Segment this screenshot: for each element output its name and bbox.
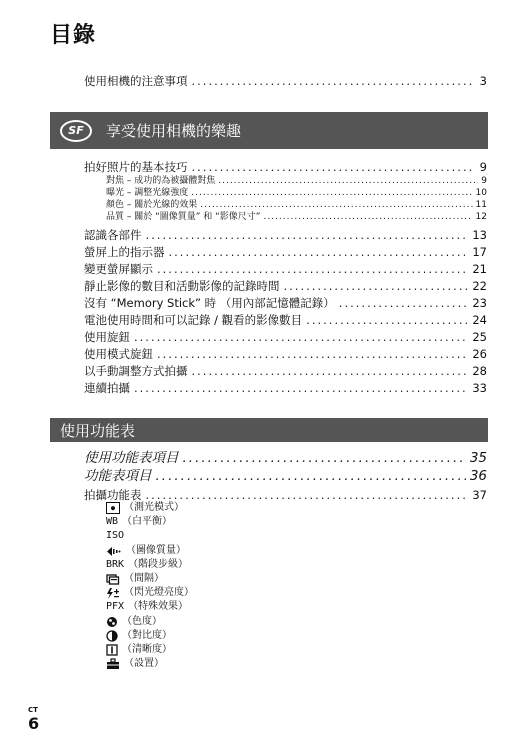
dot-leader xyxy=(169,245,469,259)
menu-item-setup[interactable] xyxy=(106,658,164,670)
menu-item-label: （白平衡） xyxy=(122,516,173,527)
dot-leader xyxy=(183,450,466,466)
section-title: 使用功能表 xyxy=(60,421,136,440)
dot-leader xyxy=(134,330,468,344)
menu-item-saturation[interactable] xyxy=(106,616,162,628)
entry-page: 25 xyxy=(472,330,487,344)
entry-label: 使用相機的注意事項 xyxy=(84,74,188,88)
menu-item-label: （階段步級） xyxy=(128,559,189,570)
dot-leader xyxy=(191,188,472,199)
dot-leader xyxy=(156,468,466,484)
entry-label: 使用功能表項目 xyxy=(84,450,179,466)
iso-icon: ISO xyxy=(106,530,125,541)
dot-leader xyxy=(263,212,472,223)
toc-subentry[interactable] xyxy=(106,176,487,187)
setup-icon xyxy=(106,659,120,670)
menu-item-image-quality[interactable] xyxy=(106,545,186,557)
interval-icon xyxy=(106,574,120,585)
entry-label: 拍好照片的基本技巧 xyxy=(84,160,188,174)
toc-entry[interactable] xyxy=(84,347,487,361)
entry-page: 21 xyxy=(472,262,487,276)
entry-label: 靜止影像的數目和活動影像的記錄時間 xyxy=(84,279,280,293)
toc-entry-precautions[interactable] xyxy=(84,74,487,88)
metering-icon: ● xyxy=(106,502,120,514)
section-title: 享受使用相機的樂趣 xyxy=(106,122,242,140)
toc-subentry[interactable] xyxy=(106,188,487,199)
menu-item-label: （色度） xyxy=(122,616,162,627)
toc-entry[interactable] xyxy=(84,245,487,259)
entry-page: 9 xyxy=(479,160,487,174)
toc-entry-shooting-menu[interactable] xyxy=(84,488,487,502)
entry-page: 36 xyxy=(469,468,487,484)
dot-leader xyxy=(306,313,468,327)
section-header-enjoy xyxy=(50,112,488,149)
subentry-page: 11 xyxy=(475,200,487,210)
language-code: CT xyxy=(28,706,38,714)
menu-item-label: （清晰度） xyxy=(122,644,172,655)
entry-label: 螢屏上的指示器 xyxy=(84,245,165,259)
menu-item-contrast[interactable] xyxy=(106,630,172,642)
dot-leader xyxy=(134,381,468,395)
subentry-label: 對焦 – 成功的為被攝體對焦 xyxy=(106,176,216,186)
page-title: 目錄 xyxy=(50,23,97,48)
menu-item-interval[interactable] xyxy=(106,573,164,585)
bracket-icon: BRK xyxy=(106,559,125,570)
dot-leader xyxy=(192,364,469,378)
toc-entry[interactable] xyxy=(84,296,487,310)
entry-page: 24 xyxy=(472,313,487,327)
entry-page: 23 xyxy=(472,296,487,310)
menu-item-metering[interactable] xyxy=(106,502,184,514)
dot-leader xyxy=(200,200,472,211)
toc-entry[interactable] xyxy=(84,313,487,327)
entry-label: 拍攝功能表 xyxy=(84,488,142,502)
dot-leader xyxy=(284,279,469,293)
toc-entry[interactable] xyxy=(84,330,487,344)
entry-label: 使用旋鈕 xyxy=(84,330,130,344)
enjoy-camera-icon: SF xyxy=(60,120,92,142)
subentry-page: 9 xyxy=(481,176,487,186)
entry-page: 3 xyxy=(479,74,487,88)
menu-item-label: （對比度） xyxy=(122,630,172,641)
contrast-icon xyxy=(106,631,118,642)
entry-page: 28 xyxy=(472,364,487,378)
entry-label: 認識各部件 xyxy=(84,228,142,242)
toc-entry-using-menu-items[interactable] xyxy=(84,450,487,466)
menu-item-picture-effects[interactable] xyxy=(106,601,188,613)
dot-leader xyxy=(218,176,478,187)
image-quality-icon xyxy=(106,546,122,557)
entry-label: 使用模式旋鈕 xyxy=(84,347,153,361)
dot-leader xyxy=(146,228,469,242)
subentry-page: 10 xyxy=(475,188,487,198)
entry-label: 沒有 “Memory Stick” 時 （用內部記憶體記錄） xyxy=(84,296,335,310)
toc-subentry[interactable] xyxy=(106,200,487,211)
picture-effects-icon: PFX xyxy=(106,601,125,612)
saturation-icon xyxy=(106,617,118,628)
entry-page: 37 xyxy=(472,488,487,502)
menu-item-label: （圖像質量） xyxy=(126,545,186,556)
toc-entry[interactable] xyxy=(84,262,487,276)
entry-page: 33 xyxy=(472,381,487,395)
dot-leader xyxy=(339,296,469,310)
dot-leader xyxy=(157,347,468,361)
sharpness-icon xyxy=(106,645,118,656)
subentry-page: 12 xyxy=(475,212,487,222)
menu-item-iso[interactable] xyxy=(106,530,128,542)
menu-item-label: （間隔） xyxy=(124,573,164,584)
page-number: 6 xyxy=(28,714,40,733)
menu-item-label: （閃光燈亮度） xyxy=(124,587,194,598)
menu-item-flash-level[interactable] xyxy=(106,587,194,599)
menu-item-white-balance[interactable] xyxy=(106,516,172,528)
menu-item-sharpness[interactable] xyxy=(106,644,172,656)
section-header-menu xyxy=(50,418,488,442)
menu-item-label: （設置） xyxy=(124,658,164,669)
dot-leader xyxy=(146,488,469,502)
subentry-label: 顏色 – 關於光線的效果 xyxy=(106,200,198,210)
entry-label: 連續拍攝 xyxy=(84,381,130,395)
white-balance-icon: WB xyxy=(106,516,119,527)
entry-page: 13 xyxy=(472,228,487,242)
toc-subentry[interactable] xyxy=(106,212,487,223)
flash-level-icon xyxy=(106,588,120,599)
toc-entry[interactable] xyxy=(84,364,487,378)
toc-entry-menu-items[interactable] xyxy=(84,468,487,484)
toc-entry[interactable] xyxy=(84,228,487,242)
entry-label: 以手動調整方式拍攝 xyxy=(84,364,188,378)
entry-page: 35 xyxy=(469,450,487,466)
dot-leader xyxy=(192,74,474,88)
subentry-label: 曝光 – 調整光線強度 xyxy=(106,188,189,198)
menu-item-label: （測光模式） xyxy=(124,502,184,513)
subentry-label: 品質 – 關於 “圖像質量” 和 “影像尺寸” xyxy=(106,212,261,222)
dot-leader xyxy=(192,160,474,174)
toc-entry[interactable] xyxy=(84,279,487,293)
entry-page: 17 xyxy=(472,245,487,259)
entry-label: 變更螢屏顯示 xyxy=(84,262,153,276)
entry-page: 22 xyxy=(472,279,487,293)
entry-page: 26 xyxy=(472,347,487,361)
toc-entry-basic[interactable] xyxy=(84,160,487,174)
menu-item-label: （特殊效果） xyxy=(128,601,189,612)
menu-item-bracket[interactable] xyxy=(106,559,188,571)
dot-leader xyxy=(157,262,468,276)
entry-label: 功能表項目 xyxy=(84,468,152,484)
toc-entry[interactable] xyxy=(84,381,487,395)
entry-label: 電池使用時間和可以記錄 / 觀看的影像數目 xyxy=(84,313,303,327)
